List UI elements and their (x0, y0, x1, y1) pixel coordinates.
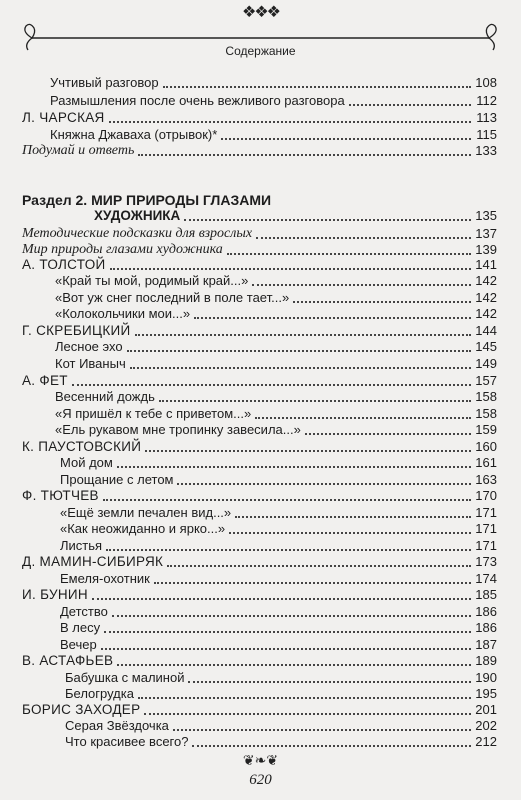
author-name: А. ФЕТ (22, 373, 68, 388)
dot-leader (144, 713, 471, 715)
dot-leader (192, 745, 471, 747)
entry-title: Методические подсказки для взрослых (22, 226, 253, 241)
running-header (20, 22, 501, 56)
toc-author (22, 439, 497, 455)
entry-title: Емеля-охотник (60, 571, 150, 586)
toc-entry (50, 75, 497, 91)
author-name: К. ПАУСТОВСКИЙ (22, 439, 142, 454)
entry-page: 185 (475, 587, 497, 602)
section-heading (94, 208, 497, 224)
entry-title: «Вот уж снег последний в поле тает...» (55, 290, 290, 305)
author-name: Д. МАМИН-СИБИРЯК (22, 554, 164, 569)
toc-entry (55, 339, 497, 355)
entry-title: «Край ты мой, родимый край...» (55, 273, 249, 288)
entry-title: Учтивый разговор (50, 75, 159, 90)
dot-leader (173, 729, 471, 731)
entry-title: Мой дом (60, 455, 113, 470)
toc-author (22, 110, 497, 126)
toc-entry (55, 273, 497, 289)
entry-page: 137 (475, 226, 497, 241)
toc-entry (65, 686, 497, 702)
toc-entry (50, 127, 497, 143)
entry-title: Серая Звёздочка (65, 718, 169, 733)
entry-title: Белогрудка (65, 686, 134, 701)
entry-page: 173 (475, 554, 497, 569)
dot-leader (349, 104, 471, 106)
author-name: В. АСТАФЬЕВ (22, 653, 114, 668)
author-name: И. БУНИН (22, 587, 88, 602)
header-title: Содержание (225, 44, 296, 58)
dot-leader (101, 648, 471, 650)
entry-page: 202 (475, 718, 497, 733)
entry-page: 142 (475, 290, 497, 305)
entry-title: «Колокольчики мои...» (55, 306, 191, 321)
entry-page: 158 (475, 389, 497, 404)
entry-title: «Ель рукавом мне тропинку завесила...» (55, 422, 301, 437)
toc-author (22, 587, 497, 603)
toc-entry (60, 472, 497, 488)
entry-page: 163 (475, 472, 497, 487)
toc-author (22, 323, 497, 339)
page-number: 620 (249, 772, 272, 788)
entry-page: 149 (475, 356, 497, 371)
toc-entry (55, 422, 497, 438)
toc-entry (55, 356, 497, 372)
dot-leader (177, 483, 471, 485)
author-name: А. ТОЛСТОЙ (22, 257, 106, 272)
author-name: Л. ЧАРСКАЯ (22, 110, 105, 125)
toc-entry (60, 571, 497, 587)
entry-title: Мир природы глазами художника (22, 242, 223, 257)
dot-leader (110, 268, 472, 270)
dot-leader (117, 466, 471, 468)
toc-entry-italic (22, 242, 497, 258)
entry-title: Размышления после очень вежливого разговора (50, 93, 345, 108)
dot-leader (235, 516, 471, 518)
toc-author (22, 257, 497, 273)
entry-page: 187 (475, 637, 497, 652)
dot-leader (145, 450, 471, 452)
entry-page: 141 (475, 257, 497, 272)
dot-leader (167, 565, 471, 567)
dot-leader (184, 219, 471, 221)
dot-leader (255, 417, 471, 419)
entry-title: Бабушка с малиной (65, 670, 185, 685)
author-name: БОРИС ЗАХОДЕР (22, 702, 141, 717)
entry-page: 195 (475, 686, 497, 701)
dot-leader (159, 400, 471, 402)
dot-leader (135, 334, 471, 336)
dot-leader (252, 284, 471, 286)
entry-page: 108 (475, 75, 497, 90)
entry-page: 133 (475, 143, 497, 158)
toc-author (22, 653, 497, 669)
dot-leader (227, 253, 471, 255)
entry-title: «Ещё земли печален вид...» (60, 505, 232, 520)
toc-entry-italic (22, 143, 497, 159)
entry-page: 212 (475, 734, 497, 749)
toc-entry (55, 389, 497, 405)
toc-author (22, 554, 497, 570)
toc-entry (60, 455, 497, 471)
toc-entry (65, 670, 497, 686)
dot-leader (106, 549, 471, 551)
toc-entry (55, 306, 497, 322)
toc-entry (65, 734, 497, 750)
entry-page: 144 (475, 323, 497, 338)
entry-page: 113 (476, 110, 497, 125)
dot-leader (103, 499, 471, 501)
entry-title: Княжна Джаваха (отрывок)* (50, 127, 218, 142)
section-page: 135 (475, 208, 497, 223)
entry-title: Кот Иваныч (55, 356, 126, 371)
bottom-ornament: ❦❧❦ (242, 754, 279, 769)
top-ornament: ❖❖❖ (241, 4, 280, 21)
entry-title: Листья (60, 538, 103, 553)
dot-leader (138, 697, 471, 699)
entry-title: «Как неожиданно и ярко...» (60, 521, 226, 536)
entry-page: 170 (475, 488, 497, 503)
toc-entry-italic (22, 226, 497, 242)
toc-entry (60, 604, 497, 620)
toc-entry (65, 718, 497, 734)
toc-entry (50, 93, 497, 109)
entry-title: Детство (60, 604, 108, 619)
entry-title: Лесное эхо (55, 339, 123, 354)
toc-author (22, 373, 497, 389)
dot-leader (154, 582, 471, 584)
toc-author (22, 702, 497, 718)
section-heading-line2: ХУДОЖНИКА (94, 208, 181, 223)
entry-page: 142 (475, 306, 497, 321)
entry-page: 115 (476, 127, 497, 142)
entry-page: 157 (475, 373, 497, 388)
toc-author (22, 488, 497, 504)
dot-leader (104, 631, 471, 633)
dot-leader (194, 317, 471, 319)
dot-leader (112, 615, 471, 617)
toc-entry (60, 538, 497, 554)
entry-page: 158 (475, 406, 497, 421)
dot-leader (138, 154, 471, 156)
entry-page: 201 (475, 702, 497, 717)
entry-page: 161 (475, 455, 497, 470)
entry-title: Весенний дождь (55, 389, 155, 404)
dot-leader (305, 433, 471, 435)
entry-page: 171 (475, 538, 497, 553)
dot-leader (256, 237, 471, 239)
entry-title: В лесу (60, 620, 101, 635)
entry-page: 189 (475, 653, 497, 668)
entry-page: 174 (475, 571, 497, 586)
dot-leader (72, 384, 471, 386)
entry-page: 159 (475, 422, 497, 437)
dot-leader (163, 86, 471, 88)
toc-entry (55, 406, 497, 422)
dot-leader (229, 532, 471, 534)
entry-title: Прощание с летом (60, 472, 174, 487)
dot-leader (127, 350, 471, 352)
toc-entry (55, 290, 497, 306)
entry-title: «Я пришёл к тебе с приветом...» (55, 406, 252, 421)
dot-leader (92, 598, 471, 600)
dot-leader (130, 367, 471, 369)
entry-page: 190 (475, 670, 497, 685)
entry-page: 186 (475, 604, 497, 619)
dot-leader (109, 121, 471, 123)
dot-leader (117, 664, 471, 666)
dot-leader (221, 138, 471, 140)
entry-title: Подумай и ответь (22, 143, 135, 158)
toc-entry (60, 637, 497, 653)
entry-page: 186 (475, 620, 497, 635)
entry-page: 139 (475, 242, 497, 257)
toc-entry (60, 505, 497, 521)
author-name: Г. СКРЕБИЦКИЙ (22, 323, 131, 338)
entry-page: 145 (475, 339, 497, 354)
entry-page: 171 (475, 505, 497, 520)
dot-leader (293, 301, 471, 303)
toc-entry (60, 521, 497, 537)
entry-page: 112 (476, 93, 497, 108)
entry-title: Вечер (60, 637, 97, 652)
author-name: Ф. ТЮТЧЕВ (22, 488, 99, 503)
dot-leader (188, 681, 471, 683)
entry-page: 160 (475, 439, 497, 454)
toc-entry (60, 620, 497, 636)
entry-page: 171 (475, 521, 497, 536)
entry-title: Что красивее всего? (65, 734, 189, 749)
section-heading-line1: Раздел 2. МИР ПРИРОДЫ ГЛАЗАМИ (22, 192, 272, 208)
entry-page: 142 (475, 273, 497, 288)
